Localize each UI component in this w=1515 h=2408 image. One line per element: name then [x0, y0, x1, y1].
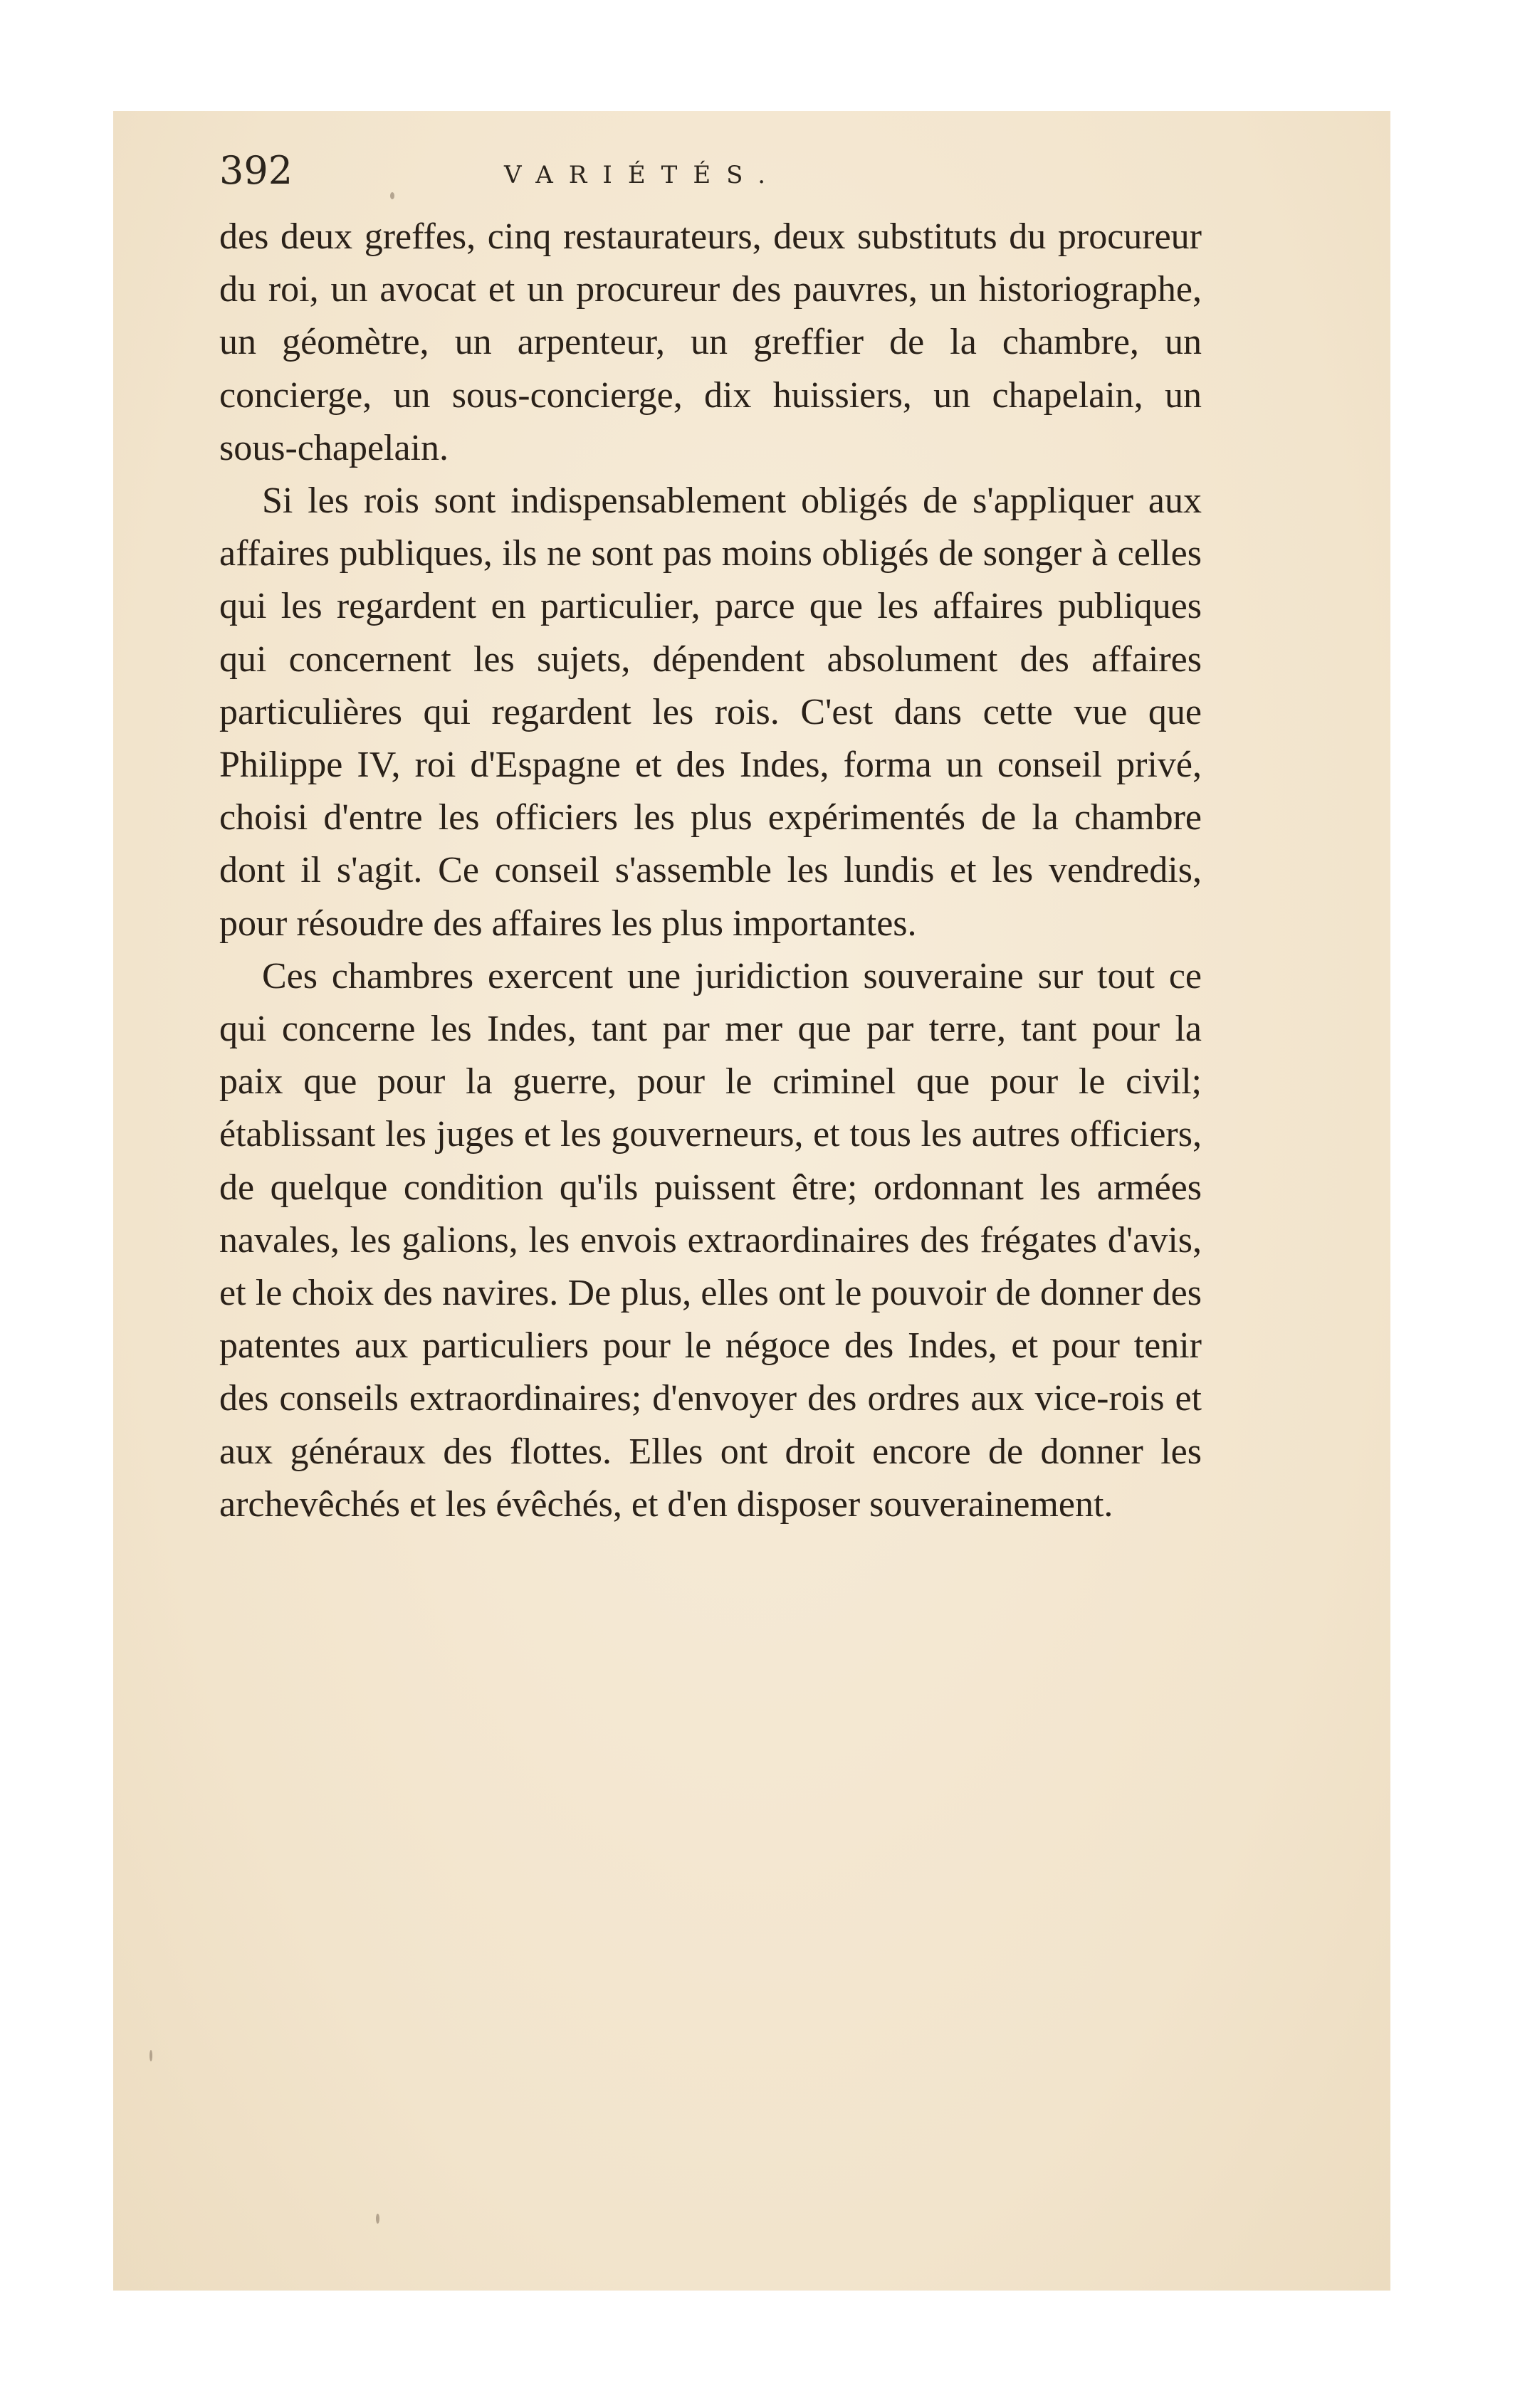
paper-speck [376, 2214, 379, 2224]
body-text [219, 211, 1202, 1531]
paragraph-1: des deux greffes, cinq restaurateurs, deux substituts du procureur du roi, un avocat et un procureur des pauvres, un historiographe, un géomètre, un arpenteur, un greffier de la chambre, un concierge, un sous-concierge, dix huissiers, un chapelain, un sous-chapelain. [219, 216, 1202, 468]
running-head [219, 142, 1287, 199]
paragraph-3: Ces chambres exercent une juridiction souveraine sur tout ce qui concerne les Indes, tant par mer que par terre, tant pour la paix que pour la guerre, pour le criminel que pour le civil; établissant les juges et les gouverneurs, et tous les autres officiers, de quelque condition qu'ils puissent être; ordonnant les armées navales, les galions, les envois extraordinaires des frégates d'avis, et le choix des navires. De plus, elles ont le pouvoir de donner des patentes aux particuliers pour le négoce des Indes, et pour tenir des conseils extraordinaires; d'envoyer des ordres aux vice-rois et aux généraux des flottes. Elles ont droit encore de donner les archevêchés et les évêchés, et d'en disposer souverainement. [219, 955, 1202, 1525]
paragraph-2: Si les rois sont indispensablement obligés de s'appliquer aux affaires publiques, ils ne sont pas moins obligés de songer à celles qui les regardent en particulier, parce que les affaires publiques qui concernent les sujets, dépendent absolument des affaires particulières qui regardent les rois. C'est dans cette vue que Philippe IV, roi d'Espagne et des Indes, forma un conseil privé, choisi d'entre les officiers les plus expérimentés de la chambre dont il s'agit. Ce conseil s'assemble les lundis et les vendredis, pour résoudre des affaires les plus importantes. [219, 480, 1202, 944]
page-number: 392 [219, 148, 293, 193]
paper-speck [390, 192, 394, 199]
running-title: VARIÉTÉS. [504, 161, 782, 189]
paper-speck [150, 2050, 152, 2061]
